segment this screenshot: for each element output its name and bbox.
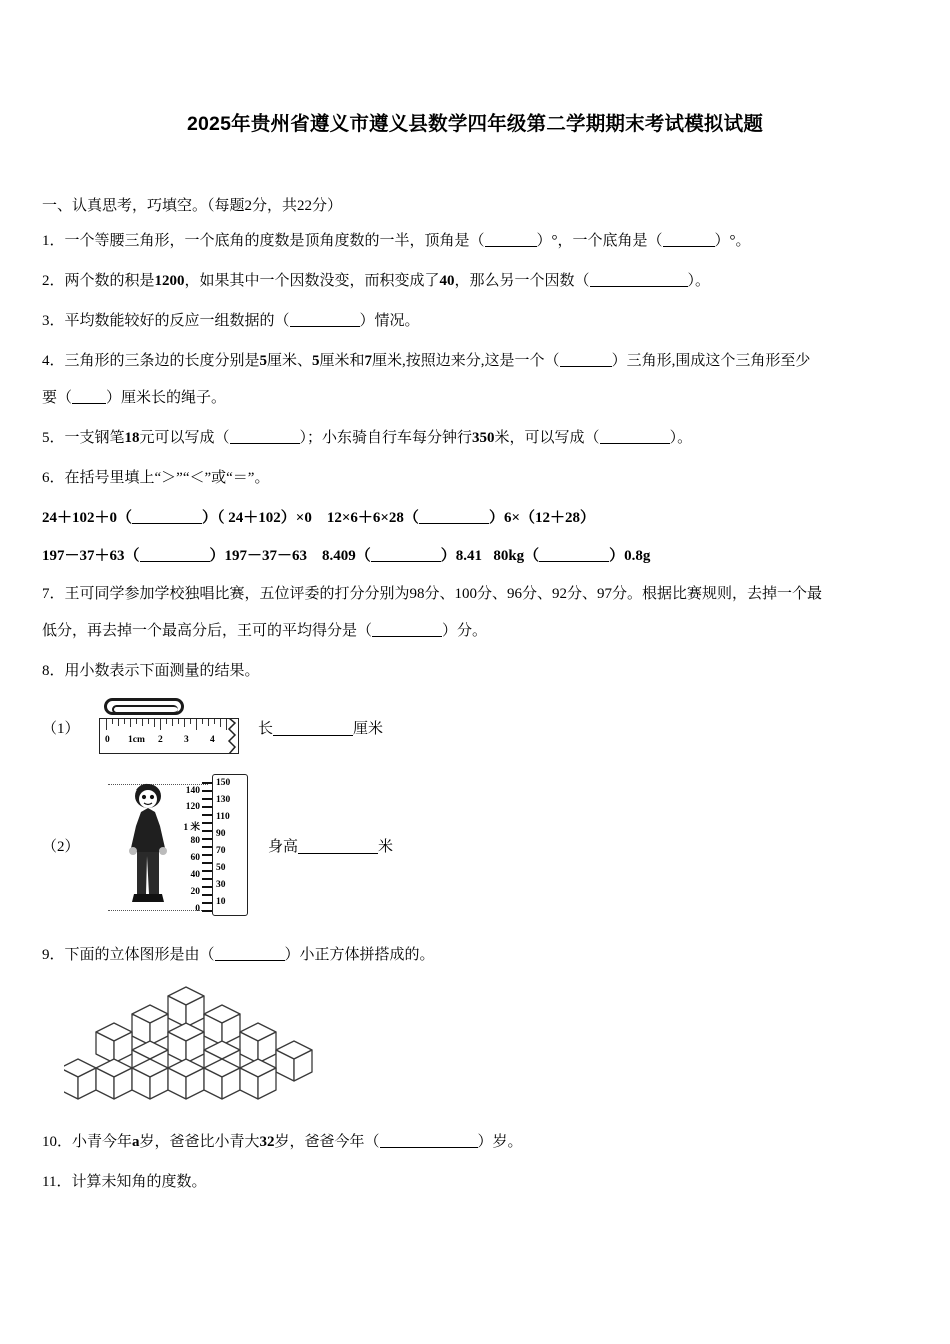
text: 岁，爸爸比小青大 [139,1134,260,1150]
question-8-sub-2 [42,772,914,918]
stacked-cubes-icon [64,985,364,1113]
question-3-prefix: 3．平均数能较好的反应一组数据的（ [42,313,290,329]
value: 32 [259,1134,275,1150]
question-1-suffix: ）°。 [714,233,751,249]
height-label-10: 10 [216,897,226,907]
text: 长 [258,720,274,737]
ruler-number-labels [100,732,238,752]
page-title: 2025年贵州省遵义市遵义县数学四年级第二学期期末考试模拟试题 [186,113,764,135]
height-label-20: 20 [190,887,200,897]
text: 岁，爸爸今年（ [274,1134,380,1150]
answer-blank[interactable] [600,443,670,444]
question-7-line-2 [42,616,914,647]
expression: 24＋102＋0（ [42,510,133,526]
question-3-suffix: ）情况。 [359,313,420,329]
expression: 80kg（ [493,548,540,564]
text: 低分，再去掉一个最高分后，王可的平均得分是（ [42,623,373,639]
text: 8．用小数表示下面测量的结果。 [42,663,260,679]
ruler-icon [99,718,239,754]
expression: 197－37＋63（ [42,548,140,564]
paperclip-inner-loop [112,705,178,714]
answer-blank[interactable] [485,246,537,247]
text: 厘米 [353,720,384,737]
question-5 [42,423,914,454]
text: ）小正方体拼搭成的。 [284,947,435,963]
answer-blank[interactable] [560,366,612,367]
answer-blank[interactable] [539,561,609,562]
sub-label: （2） [42,838,80,855]
text: 厘米,按照边来分,这是一个（ [372,353,560,369]
expression: 8.409（ [322,548,371,564]
answer-blank[interactable] [290,326,360,327]
text: 米，可以写成（ [494,430,600,446]
text: 6．在括号里填上“＞”“＜”或“＝”。 [42,470,270,486]
ruler-label-2: 2 [158,735,163,745]
expression: ）197－37－63 [209,548,308,564]
height-label-40: 40 [190,870,200,880]
ruler-label-3: 3 [184,735,189,745]
question-11 [42,1167,914,1198]
text: 9．下面的立体图形是由（ [42,947,215,963]
text: 身高 [268,838,299,855]
text: 5．一支钢笔 [42,430,125,446]
height-label-150: 150 [216,778,231,788]
question-8-sub-2-answer [268,835,393,856]
child-figure-icon [126,782,170,908]
ruler-torn-edge-icon [227,718,239,754]
height-label-1m: 1 米 [183,823,200,833]
value: 7 [364,353,373,369]
value: 18 [124,430,140,446]
answer-blank[interactable] [273,735,353,736]
exam-content [42,196,914,1207]
expression: ）（ 24＋102）×0 [202,510,312,526]
value: 40 [439,273,455,289]
question-6-row-1 [42,503,914,534]
ruler-label-0: 0 [105,735,110,745]
value: 1200 [154,273,185,289]
height-label-30: 30 [216,880,226,890]
value: 5 [259,353,268,369]
answer-blank[interactable] [371,561,441,562]
height-label-70: 70 [216,846,226,856]
text: 米 [378,838,394,855]
text: ）分。 [442,623,488,639]
text: ）；小东骑自行车每分钟行 [299,430,473,446]
question-9 [42,940,914,971]
question-8-prompt [42,656,914,687]
text: 7．王可同学参加学校独唱比赛，五位评委的打分分别为98分、100分、96分、92分、97分。根据比赛规则，去掉一个最 [42,586,823,602]
question-4-line-2 [42,383,914,414]
section-heading: 一、认真思考，巧填空。（每题2分，共22分） [42,198,343,214]
height-scale-right-labels [216,778,244,912]
question-2-mid2: ，那么另一个因数（ [454,273,590,289]
question-6-row-2 [42,541,914,572]
question-2 [42,266,914,297]
question-7-line-1 [42,579,914,610]
paperclip-ruler-figure [94,696,244,758]
question-4-line-1 [42,346,914,377]
answer-blank[interactable] [140,561,210,562]
height-label-90: 90 [216,829,226,839]
answer-blank[interactable] [663,246,715,247]
answer-blank[interactable] [72,403,106,404]
question-8-sub-1 [42,696,914,758]
answer-blank[interactable] [215,960,285,961]
cube-stack-figure [64,985,364,1113]
height-label-50: 50 [216,863,226,873]
answer-blank[interactable] [419,523,489,524]
question-4-prefix: 4．三角形的三条边的长度分别是 [42,353,260,369]
text: 厘米和 [319,353,365,369]
height-label-60: 60 [190,853,200,863]
answer-blank[interactable] [230,443,300,444]
height-label-80: 80 [190,836,200,846]
text: 要（ [42,390,73,406]
question-10 [42,1127,914,1158]
answer-blank[interactable] [132,523,202,524]
answer-blank[interactable] [298,853,378,854]
text: ）三角形,围成这个三角形至少 [611,353,811,369]
text: 10．小青今年 [42,1134,133,1150]
height-label-110: 110 [216,812,230,822]
ruler-ticks [100,719,238,730]
height-label-140: 140 [185,786,200,796]
question-2-suffix: ）。 [687,273,711,289]
ruler-label-4: 4 [210,735,215,745]
expression: ）6×（12＋28） [488,510,595,526]
value: 5 [312,353,320,369]
text: ）岁。 [477,1134,523,1150]
question-1-mid: ）°，一个底角是（ [536,233,663,249]
height-scale-ticks [202,780,212,912]
expression: ）0.8g [609,548,651,564]
height-label-0: 0 [195,904,200,914]
expression: ）8.41 [440,548,483,564]
height-label-130: 130 [216,795,231,805]
question-2-prefix: 2．两个数的积是 [42,273,155,289]
height-scale-left-labels [172,780,200,912]
answer-blank[interactable] [380,1147,478,1148]
height-label-120: 120 [185,802,200,812]
text: 厘米、 [267,353,313,369]
text: ）厘米长的绳子。 [106,390,227,406]
question-2-mid1: ，如果其中一个因数没变，而积变成了 [184,273,440,289]
text: 元可以写成（ [139,430,230,446]
text: ）。 [669,430,693,446]
sub-label: （1） [42,720,80,737]
question-1 [42,226,914,257]
question-6-prompt [42,463,914,494]
expression: 12×6＋6×28（ [326,510,419,526]
text: 11．计算未知角的度数。 [42,1174,207,1190]
question-8-sub-1-answer [258,717,383,738]
question-1-prefix: 1．一个等腰三角形，一个底角的度数是顶角度数的一半，顶角是（ [42,233,485,249]
value: a [132,1134,140,1150]
answer-blank[interactable] [590,286,688,287]
value: 350 [472,430,495,446]
question-3 [42,306,914,337]
ruler-label-1cm: 1cm [128,735,145,745]
height-measure-figure [94,772,254,918]
paperclip-icon [104,698,184,715]
answer-blank[interactable] [372,636,442,637]
